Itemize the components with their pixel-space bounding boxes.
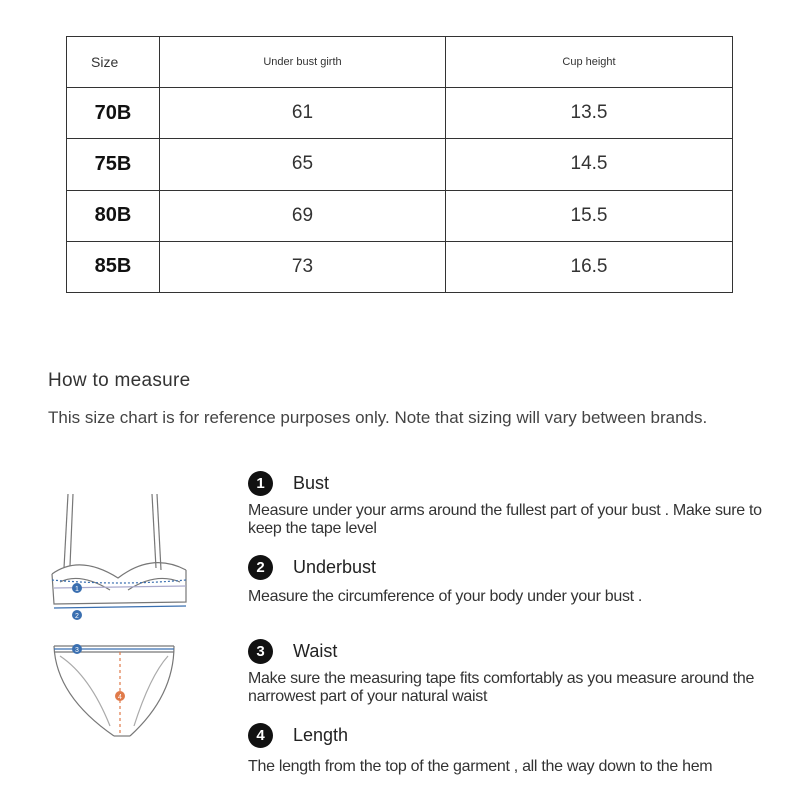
- step-underbust: [248, 554, 768, 606]
- step-number-badge: 3: [248, 639, 273, 664]
- under-bust-cell: 61: [160, 88, 446, 139]
- step-number-badge: 2: [248, 555, 273, 580]
- column-header-size: Size: [67, 37, 160, 88]
- step-description: Make sure the measuring tape fits comfortably as you measure around the narrowest part of your natural waist: [248, 670, 755, 705]
- step-description: The length from the top of the garment , all the way down to the hem: [248, 758, 713, 775]
- size-cell: 75B: [67, 139, 160, 190]
- svg-text:2: 2: [75, 613, 79, 620]
- under-bust-cell: 73: [160, 241, 446, 292]
- step-length: [248, 722, 768, 776]
- svg-text:4: 4: [118, 694, 122, 701]
- step-number-badge: 1: [248, 471, 273, 496]
- step-title: Underbust: [293, 556, 377, 577]
- how-to-measure-title: How to measure: [48, 370, 191, 391]
- step-waist: [248, 638, 768, 706]
- table-row: [67, 88, 733, 139]
- cup-height-cell: 13.5: [446, 88, 733, 139]
- step-title: Length: [293, 724, 349, 745]
- step-bust: [248, 470, 768, 538]
- table-row: [67, 241, 733, 292]
- step-title: Bust: [293, 472, 330, 493]
- reference-note: This size chart is for reference purposes only. Note that sizing will vary between brands.: [48, 408, 708, 427]
- table-header-row: [67, 37, 733, 88]
- cup-height-cell: 15.5: [446, 190, 733, 241]
- step-description: Measure under your arms around the fullest part of your bust . Make sure to keep the tape level: [248, 502, 762, 537]
- table-row: [67, 190, 733, 241]
- size-cell: 80B: [67, 190, 160, 241]
- garment-measurement-illustration: [40, 486, 200, 756]
- cup-height-cell: 14.5: [446, 139, 733, 190]
- svg-text:1: 1: [75, 586, 79, 593]
- step-title: Waist: [293, 640, 338, 661]
- cup-height-cell: 16.5: [446, 241, 733, 292]
- briefs-outline-icon: [54, 646, 174, 736]
- step-description: Measure the circumference of your body under your bust .: [248, 588, 643, 605]
- step-number-badge: 4: [248, 723, 273, 748]
- size-chart-table: [66, 36, 733, 293]
- size-cell: 85B: [67, 241, 160, 292]
- svg-text:3: 3: [75, 647, 79, 654]
- column-header-under-bust: Under bust girth: [160, 37, 446, 88]
- size-cell: 70B: [67, 88, 160, 139]
- under-bust-cell: 69: [160, 190, 446, 241]
- under-bust-cell: 65: [160, 139, 446, 190]
- column-header-cup-height: Cup height: [446, 37, 733, 88]
- table-row: [67, 139, 733, 190]
